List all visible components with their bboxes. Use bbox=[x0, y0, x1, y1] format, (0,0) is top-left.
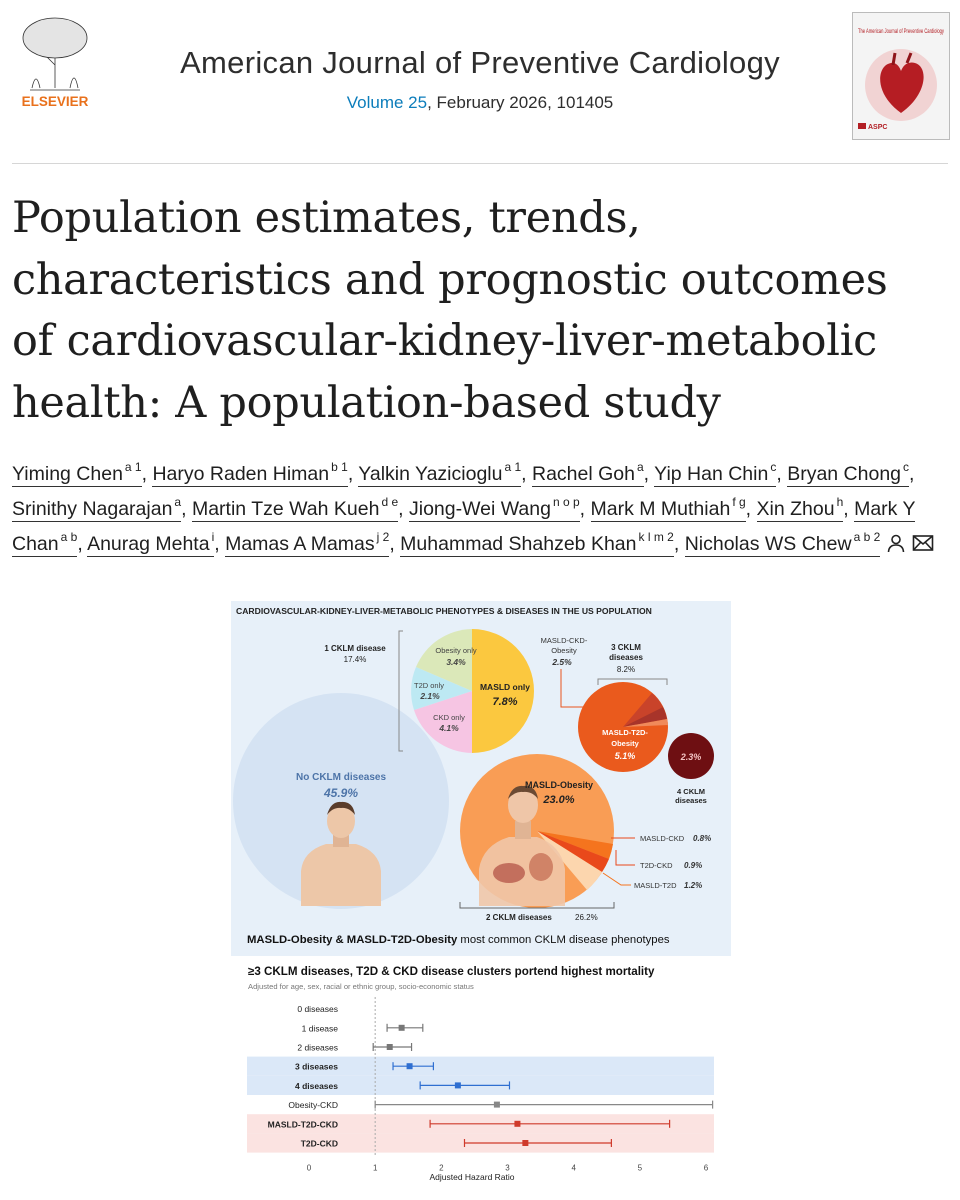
forest-row-label: 0 diseases bbox=[297, 1004, 338, 1015]
author-name: Martin Tze Wah Kueh bbox=[191, 498, 380, 520]
t2d-ckd-pct: 0.9% bbox=[684, 861, 703, 870]
author-name: Rachel Goh bbox=[532, 463, 635, 485]
two-disease-pct: 26.2% bbox=[575, 913, 598, 922]
masld-ckd-pct: 0.8% bbox=[693, 834, 712, 843]
three-disease-label: 3 CKLM bbox=[611, 643, 641, 652]
author-affiliation: d e bbox=[381, 494, 399, 509]
three-disease-pct: 8.2% bbox=[616, 665, 636, 674]
author-link[interactable] bbox=[400, 529, 674, 557]
forest-point bbox=[387, 1044, 393, 1050]
t2d-ckd-label: T2D-CKD bbox=[640, 861, 673, 870]
masld-ckd-label: MASLD-CKD bbox=[640, 834, 685, 843]
three-disease-label2: diseases bbox=[609, 653, 643, 662]
journal-cover[interactable] bbox=[852, 12, 950, 140]
ga-conclusion-rest: most common CKLM disease phenotypes bbox=[457, 934, 670, 946]
forest-row-label: 2 diseases bbox=[297, 1042, 338, 1053]
author-link[interactable] bbox=[87, 529, 215, 557]
forest-point bbox=[494, 1102, 500, 1108]
issue-info bbox=[0, 93, 960, 113]
author-name: Mark M Muthiah bbox=[590, 498, 731, 520]
ga-conclusion-bold: MASLD-Obesity & MASLD-T2D-Obesity bbox=[247, 934, 458, 946]
author-affiliation: i bbox=[211, 529, 215, 544]
obesity-only-pct: 3.4% bbox=[446, 657, 466, 667]
author-name: Haryo Raden Himan bbox=[152, 463, 330, 485]
author-name: Anurag Mehta bbox=[87, 533, 210, 555]
author-separator: , bbox=[909, 463, 915, 485]
masld-t2d-obesity-label2: Obesity bbox=[611, 739, 639, 748]
four-disease-pct: 2.3% bbox=[680, 752, 702, 762]
author-separator: , bbox=[77, 533, 88, 555]
ga-conclusion bbox=[247, 934, 670, 946]
author-name: Bryan Chong bbox=[787, 463, 902, 485]
article-title: Population estimates, trends, characteristics and prognostic outcomes of cardiovascular-kidney-liver-metabolic health: A population-based study bbox=[12, 193, 888, 428]
two-disease-label: 2 CKLM diseases bbox=[486, 913, 552, 922]
volume-link[interactable]: Volume 25 bbox=[346, 93, 428, 112]
author-name: Muhammad Shahzeb Khan bbox=[400, 533, 637, 555]
author-affiliation: a 1 bbox=[124, 459, 142, 474]
author-link[interactable] bbox=[12, 494, 182, 522]
author-separator: , bbox=[673, 533, 685, 555]
forest-x-tick: 6 bbox=[703, 1163, 709, 1173]
author-link[interactable] bbox=[684, 529, 881, 557]
author-separator: , bbox=[776, 463, 788, 485]
forest-row-label: Obesity-CKD bbox=[288, 1100, 338, 1111]
author-link[interactable] bbox=[358, 459, 522, 487]
author-separator: , bbox=[579, 498, 591, 520]
author-separator: , bbox=[843, 498, 855, 520]
forest-point bbox=[455, 1082, 461, 1088]
author-affiliation: c bbox=[770, 459, 777, 474]
author-affiliation: j 2 bbox=[376, 529, 390, 544]
obesity-only-label: Obesity only bbox=[435, 646, 477, 655]
author-name: Mamas A Mamas bbox=[225, 533, 375, 555]
author-list bbox=[12, 457, 948, 562]
author-affiliation: k l m 2 bbox=[638, 529, 674, 544]
author-separator: , bbox=[398, 498, 409, 520]
author-separator: , bbox=[347, 463, 359, 485]
author-name: Jiong-Wei Wang bbox=[408, 498, 551, 520]
ckd-only-label: CKD only bbox=[433, 713, 465, 722]
journal-header bbox=[0, 0, 960, 165]
author-link[interactable] bbox=[590, 494, 746, 522]
ckd-only-pct: 4.1% bbox=[439, 723, 459, 733]
author-link[interactable] bbox=[225, 529, 390, 557]
forest-x-tick: 5 bbox=[637, 1163, 643, 1173]
author-affiliation: c bbox=[903, 459, 910, 474]
t2d-only-label: T2D only bbox=[413, 681, 445, 690]
author-separator: , bbox=[521, 463, 532, 485]
forest-row-label: 3 diseases bbox=[294, 1061, 338, 1072]
author-link[interactable] bbox=[756, 494, 844, 522]
author-contact-icons bbox=[880, 533, 934, 555]
masld-t2d-obesity-pct: 5.1% bbox=[614, 751, 636, 761]
author-affiliation: a bbox=[636, 459, 644, 474]
author-link[interactable] bbox=[787, 459, 910, 487]
forest-xlabel: Adjusted Hazard Ratio bbox=[429, 1172, 515, 1182]
forest-point bbox=[522, 1140, 528, 1146]
email-icon[interactable] bbox=[912, 534, 934, 552]
forest-x-tick: 1 bbox=[372, 1163, 378, 1173]
author-affiliation: b 1 bbox=[331, 459, 348, 474]
masld-t2d-obesity-label: MASLD-T2D- bbox=[602, 728, 648, 737]
author-affiliation: h bbox=[836, 494, 844, 509]
forest-x-tick: 3 bbox=[505, 1163, 510, 1173]
one-disease-pct: 17.4% bbox=[343, 655, 367, 664]
issue-date-id: , February 2026, 101405 bbox=[427, 93, 614, 112]
four-disease-label: 4 CKLM bbox=[677, 787, 705, 796]
t2d-only-pct: 2.1% bbox=[420, 691, 440, 701]
forest-point bbox=[514, 1121, 520, 1127]
author-separator: , bbox=[643, 463, 655, 485]
author-name: Mark Y Chan bbox=[12, 498, 916, 555]
author-name: Nicholas WS Chew bbox=[684, 533, 852, 555]
masld-obesity-pct: 23.0% bbox=[543, 794, 575, 806]
masld-obesity-label: MASLD-Obesity bbox=[524, 780, 594, 790]
forest-x-tick: 4 bbox=[571, 1163, 576, 1173]
masld-t2d-label: MASLD-T2D bbox=[634, 881, 677, 890]
forest-point bbox=[407, 1063, 413, 1069]
author-name: Yip Han Chin bbox=[654, 463, 769, 485]
masld-only-label: MASLD only bbox=[479, 682, 531, 692]
author-link[interactable] bbox=[654, 459, 777, 487]
ga-heading: CARDIOVASCULAR-KIDNEY-LIVER-METABOLIC PHENOTYPES & DISEASES IN THE US POPULATION bbox=[236, 606, 652, 616]
author-name: Srinithy Nagarajan bbox=[12, 498, 173, 520]
cover-society: ASPC bbox=[868, 124, 888, 131]
author-affiliation: a bbox=[174, 494, 182, 509]
graphical-abstract[interactable] bbox=[231, 601, 731, 1191]
author-link[interactable] bbox=[152, 459, 348, 487]
author-link[interactable] bbox=[532, 459, 644, 487]
journal-title[interactable]: American Journal of Preventive Cardiology bbox=[180, 45, 780, 80]
masld-only-pct: 7.8% bbox=[492, 696, 518, 708]
masld-t2d-pct: 1.2% bbox=[684, 881, 703, 890]
person-icon[interactable] bbox=[886, 533, 906, 553]
forest-row-label: T2D-CKD bbox=[300, 1138, 338, 1149]
masld-ckd-obesity-pct: 2.5% bbox=[552, 657, 572, 667]
forest-x-tick: 2 bbox=[439, 1163, 444, 1173]
author-link[interactable] bbox=[12, 459, 142, 487]
author-name: Xin Zhou bbox=[756, 498, 835, 520]
author-separator: , bbox=[214, 533, 226, 555]
header-divider bbox=[12, 163, 948, 164]
forest-row-label: 4 diseases bbox=[294, 1080, 338, 1091]
author-separator: , bbox=[181, 498, 192, 520]
author-affiliation: a b bbox=[60, 529, 78, 544]
author-link[interactable] bbox=[191, 494, 399, 522]
no-disease-pct: 45.9% bbox=[323, 786, 359, 800]
author-affiliation: f g bbox=[732, 494, 746, 509]
one-disease-label: 1 CKLM disease bbox=[324, 644, 386, 653]
forest-title: ≥3 CKLM diseases, T2D & CKD disease clusters portend highest mortality bbox=[248, 965, 655, 978]
forest-row-label: MASLD-T2D-CKD bbox=[267, 1119, 338, 1130]
cover-title: The American Journal of Preventive Cardiology bbox=[858, 28, 945, 35]
author-separator: , bbox=[141, 463, 153, 485]
author-link[interactable] bbox=[408, 494, 580, 522]
author-affiliation: n o p bbox=[552, 494, 580, 509]
masld-ckd-obesity-label: MASLD-CKD- bbox=[540, 636, 588, 645]
author-affiliation: a b 2 bbox=[853, 529, 881, 544]
publisher-name: ELSEVIER bbox=[21, 94, 89, 109]
forest-x-tick: 0 bbox=[306, 1163, 312, 1173]
no-disease-label: No CKLM diseases bbox=[295, 772, 387, 783]
author-name: Yalkin Yazicioglu bbox=[358, 463, 503, 485]
forest-point bbox=[399, 1025, 405, 1031]
forest-plot bbox=[247, 965, 714, 1182]
four-disease-label2: diseases bbox=[675, 796, 707, 805]
masld-ckd-obesity-label2: Obesity bbox=[551, 646, 577, 655]
forest-row-label: 1 disease bbox=[301, 1023, 338, 1034]
author-name: Yiming Chen bbox=[12, 463, 123, 485]
forest-subtitle: Adjusted for age, sex, racial or ethnic group, socio-economic status bbox=[248, 982, 474, 991]
author-separator: , bbox=[745, 498, 757, 520]
author-affiliation: a 1 bbox=[504, 459, 522, 474]
author-separator: , bbox=[389, 533, 401, 555]
